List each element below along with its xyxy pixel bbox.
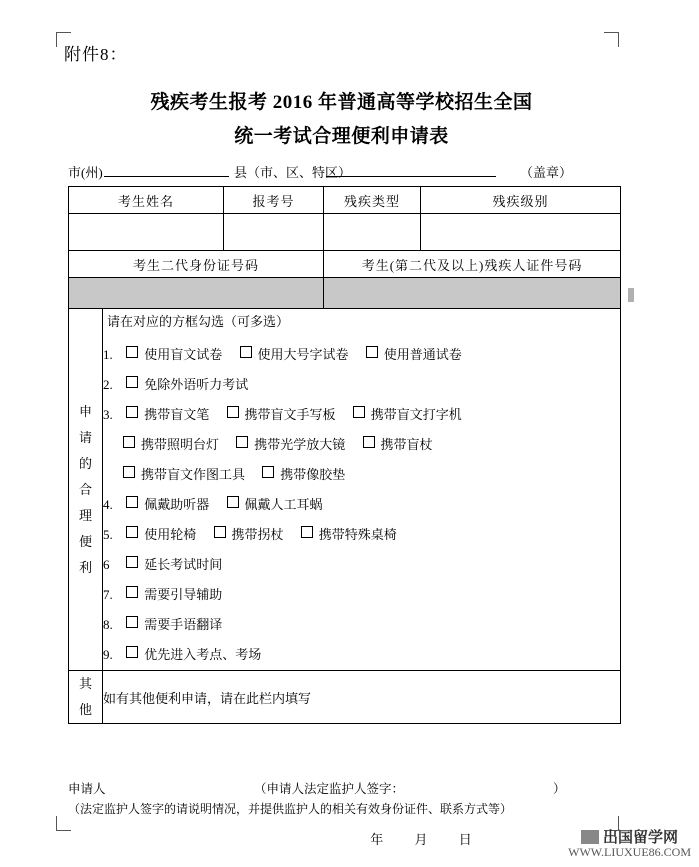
attachment-label: 附件8：	[64, 45, 128, 64]
side-label-char-1: 请	[78, 429, 92, 445]
crop-mark-top-right	[604, 32, 619, 47]
page-title-line2: 统一考试合理便利申请表	[234, 126, 449, 147]
checkbox-icon[interactable]	[366, 346, 378, 358]
table-blank-row-2	[69, 278, 621, 309]
item-row-3b	[103, 430, 620, 460]
checkbox-icon[interactable]	[126, 406, 138, 418]
checkbox-option-wheelchair[interactable]	[126, 520, 196, 550]
item-row-4	[103, 490, 620, 520]
city-label: 市(州)	[68, 165, 103, 180]
checkbox-option-braille-drawing-tools[interactable]	[123, 460, 245, 490]
checkbox-option-exempt-listening[interactable]	[126, 370, 248, 400]
table-header-row-2	[69, 251, 621, 278]
checkbox-icon[interactable]	[126, 616, 138, 628]
cell-disability-level[interactable]	[421, 214, 621, 251]
option-label: 使用普通试卷	[383, 347, 462, 362]
checkbox-icon[interactable]	[126, 376, 138, 388]
applicant-signature-label: 申请人	[68, 782, 106, 796]
checkbox-option-braille-typewriter[interactable]	[353, 400, 462, 430]
checkbox-option-rubber-mat[interactable]	[262, 460, 345, 490]
header-exam-number: 报考号	[224, 187, 324, 214]
checkbox-option-sign-language[interactable]	[126, 610, 222, 640]
checkbox-icon[interactable]	[123, 466, 135, 478]
option-label: 使用大号字试卷	[257, 347, 349, 362]
item-row-2	[103, 370, 620, 400]
side-label-accommodations	[69, 309, 103, 671]
checkbox-option-white-cane[interactable]	[363, 430, 433, 460]
checkbox-icon[interactable]	[363, 436, 375, 448]
date-line: 年 月 日	[370, 832, 486, 847]
item-number-2: 2.	[103, 377, 113, 392]
watermark-badge-icon	[581, 830, 599, 844]
signature-row	[68, 779, 628, 797]
option-label: 携带像胶垫	[280, 467, 346, 482]
checkbox-option-braille-paper[interactable]	[126, 340, 222, 370]
checkbox-icon[interactable]	[214, 526, 226, 538]
header-id-number: 考生二代身份证号码	[69, 251, 324, 278]
checkbox-icon[interactable]	[227, 496, 239, 508]
watermark	[568, 830, 691, 859]
checkbox-option-desk-lamp[interactable]	[123, 430, 219, 460]
side-label-char-5: 便	[78, 533, 92, 549]
checkbox-icon[interactable]	[353, 406, 365, 418]
checkbox-icon[interactable]	[126, 586, 138, 598]
cell-disability-type[interactable]	[324, 214, 421, 251]
side-label-other-char-0: 其	[78, 676, 92, 691]
page-edge-tick	[628, 288, 634, 302]
item-row-1	[103, 340, 620, 370]
checkbox-icon[interactable]	[126, 526, 138, 538]
watermark-main-text: 出国留学网	[603, 830, 679, 846]
watermark-main	[568, 830, 691, 845]
table-accommodations-row	[69, 309, 621, 671]
checkbox-option-guide-assistance[interactable]	[126, 580, 222, 610]
option-label: 需要手语翻译	[144, 617, 223, 632]
application-form-table	[68, 186, 621, 724]
checkbox-icon[interactable]	[126, 556, 138, 568]
option-label: 优先进入考点、考场	[144, 647, 262, 662]
item-number-1: 1.	[103, 347, 113, 362]
header-candidate-name: 考生姓名	[69, 187, 224, 214]
option-label: 佩戴人工耳蜗	[244, 497, 323, 512]
option-label: 佩戴助听器	[144, 497, 210, 512]
cell-id-number[interactable]	[69, 278, 324, 309]
checkbox-option-braille-pen[interactable]	[126, 400, 209, 430]
item-row-8	[103, 610, 620, 640]
option-label: 使用轮椅	[144, 527, 197, 542]
side-label-other	[69, 671, 103, 724]
other-accommodation-hint: 如有其他便利申请，请在此栏内填写	[103, 690, 312, 706]
header-disability-type: 残疾类型	[324, 187, 421, 214]
checkbox-option-priority-entry[interactable]	[126, 640, 261, 670]
guardian-signature-label: （申请人法定监护人签字：	[254, 782, 405, 796]
instruction-text: 请在对应的方框勾选（可多选）	[107, 314, 290, 329]
checkbox-icon[interactable]	[126, 496, 138, 508]
checkbox-option-normal-paper[interactable]	[366, 340, 462, 370]
side-label-char-4: 理	[78, 507, 92, 523]
checkbox-icon[interactable]	[236, 436, 248, 448]
option-label: 免除外语听力考试	[144, 377, 249, 392]
item-number-9: 9.	[103, 647, 113, 662]
checkbox-icon[interactable]	[126, 346, 138, 358]
option-label: 携带拐杖	[231, 527, 284, 542]
item-row-6	[103, 550, 620, 580]
item-row-5	[103, 520, 620, 550]
item-number-6: 6	[103, 557, 110, 572]
side-label-char-2: 的	[78, 455, 92, 471]
item-number-5: 5.	[103, 527, 113, 542]
checkbox-option-magnifier[interactable]	[236, 430, 345, 460]
item-number-7: 7.	[103, 587, 113, 602]
option-label: 携带盲文手写板	[244, 407, 336, 422]
table-other-row	[69, 671, 621, 724]
checkbox-icon[interactable]	[301, 526, 313, 538]
option-label: 携带特殊桌椅	[318, 527, 397, 542]
checkbox-option-crutches[interactable]	[214, 520, 284, 550]
option-label: 延长考试时间	[144, 557, 223, 572]
checkbox-option-special-desk[interactable]	[301, 520, 397, 550]
checkbox-icon[interactable]	[227, 406, 239, 418]
guardian-signature-paren: ）	[553, 782, 566, 796]
form-footer	[68, 779, 628, 848]
option-label: 携带照明台灯	[141, 437, 220, 452]
subheader	[68, 162, 620, 182]
item-row-9	[103, 640, 620, 670]
county-label: 县（市、区、特区）	[234, 165, 352, 180]
cell-disability-cert-number[interactable]	[324, 278, 621, 309]
table-header-row-1	[69, 187, 621, 214]
side-label-char-0: 申	[78, 403, 92, 419]
option-label: 携带盲杖	[380, 437, 433, 452]
watermark-sub: WWW.LIUXUE86.COM	[568, 845, 691, 859]
county-fill-line[interactable]	[326, 176, 496, 177]
item-row-7	[103, 580, 620, 610]
cell-candidate-name[interactable]	[69, 214, 224, 251]
accommodations-options-cell	[103, 309, 621, 671]
page-title-line1: 残疾考生报考 2016 年普通高等学校招生全国	[150, 92, 533, 113]
checkbox-option-large-print-paper[interactable]	[240, 340, 349, 370]
checkbox-option-hearing-aid[interactable]	[126, 490, 209, 520]
option-label: 携带盲文打字机	[370, 407, 462, 422]
checkbox-icon[interactable]	[240, 346, 252, 358]
option-label: 携带盲文作图工具	[141, 467, 246, 482]
other-accommodation-input[interactable]	[103, 671, 621, 724]
option-label: 使用盲文试卷	[144, 347, 223, 362]
side-label-char-3: 合	[78, 481, 92, 497]
checkbox-option-cochlear-implant[interactable]	[227, 490, 323, 520]
item-number-3: 3.	[103, 407, 113, 422]
checkbox-icon[interactable]	[262, 466, 274, 478]
option-label: 携带盲文笔	[144, 407, 210, 422]
item-row-3	[103, 400, 620, 430]
city-fill-line[interactable]	[104, 176, 229, 177]
item-row-3c	[103, 460, 620, 490]
footer-note: （法定监护人签字的请说明情况，并提供监护人的相关有效身份证件、联系方式等）	[68, 802, 513, 816]
checkbox-icon[interactable]	[123, 436, 135, 448]
option-label: 携带光学放大镜	[254, 437, 346, 452]
option-label: 需要引导辅助	[144, 587, 223, 602]
checkbox-icon[interactable]	[126, 646, 138, 658]
cell-exam-number[interactable]	[224, 214, 324, 251]
side-label-other-char-1: 他	[78, 702, 92, 717]
item-number-8: 8.	[103, 617, 113, 632]
checkbox-option-extended-time[interactable]	[126, 550, 222, 580]
checkbox-option-braille-slate[interactable]	[227, 400, 336, 430]
table-blank-row-1	[69, 214, 621, 251]
side-label-char-6: 利	[78, 559, 92, 575]
page-title	[64, 86, 619, 154]
seal-label: （盖章）	[520, 165, 573, 180]
item-number-4: 4.	[103, 497, 113, 512]
header-disability-cert-number: 考生(第二代及以上)残疾人证件号码	[324, 251, 621, 278]
header-disability-level: 残疾级别	[421, 187, 621, 214]
